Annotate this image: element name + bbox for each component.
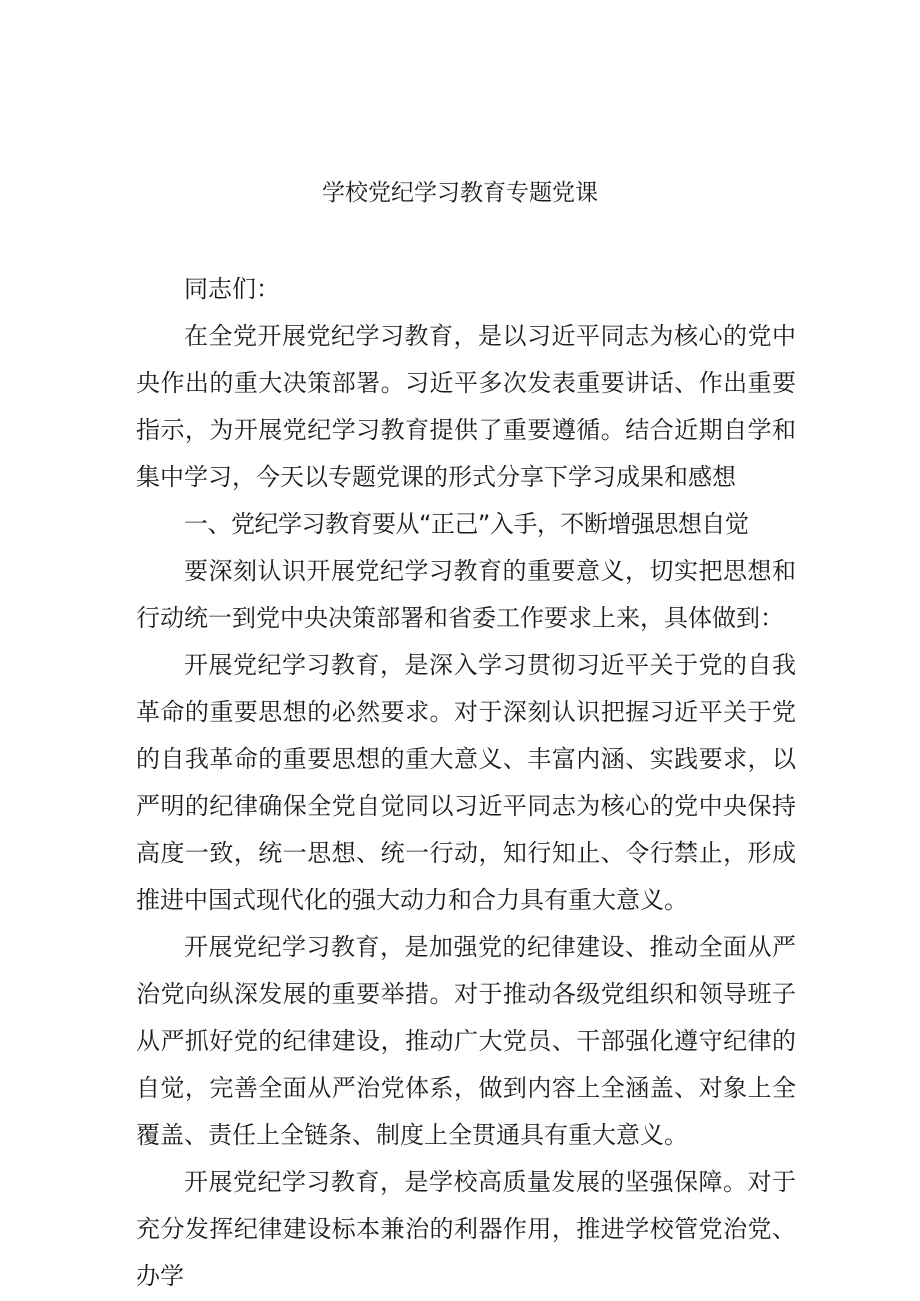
section-1-paragraph-2: 开展党纪学习教育，是深入学习贯彻习近平关于党的自我革命的重要思想的必然要求。对于深刻认识把握习近平关于党的自我革命的重要思想的重大意义、丰富内涵、实践要求，以严明的纪律确保全党自觉同以习近平同志为核心的党中央保持高度一致，统一思想、统一行动，知行知止、令行禁止，形成推进中国式现代化的强大动力和合力具有重大意义。 [136, 651, 796, 914]
intro-paragraph: 在全党开展党纪学习教育，是以习近平同志为核心的党中央作出的重大决策部署。习近平多次发表重要讲话、作出重要指示，为开展党纪学习教育提供了重要遵循。结合近期自学和集中学习，今天以专题党课的形式分享下学习成果和感想 [136, 322, 796, 491]
section-1-paragraph-1: 要深刻认识开展党纪学习教育的重要意义，切实把思想和行动统一到党中央决策部署和省委工作要求上来，具体做到： [136, 557, 796, 632]
document-title: 学校党纪学习教育专题党课 [322, 180, 598, 206]
section-1-paragraph-3: 开展党纪学习教育，是加强党的纪律建设、推动全面从严治党向纵深发展的重要举措。对于推动各级党组织和领导班子从严抓好党的纪律建设，推动广大党员、干部强化遵守纪律的自觉，完善全面从严治党体系，做到内容上全涵盖、对象上全覆盖、责任上全链条、制度上全贯通具有重大意义。 [136, 933, 796, 1149]
salutation: 同志们： [184, 275, 280, 303]
document-body [136, 266, 796, 1300]
section-1-paragraph-4: 开展党纪学习教育，是学校高质量发展的坚强保障。对于充分发挥纪律建设标本兼治的利器作用，推进学校管党治党、办学 [136, 1168, 796, 1290]
section-heading-1: 一、党纪学习教育要从“正己”入手，不断增强思想自觉 [184, 510, 749, 538]
